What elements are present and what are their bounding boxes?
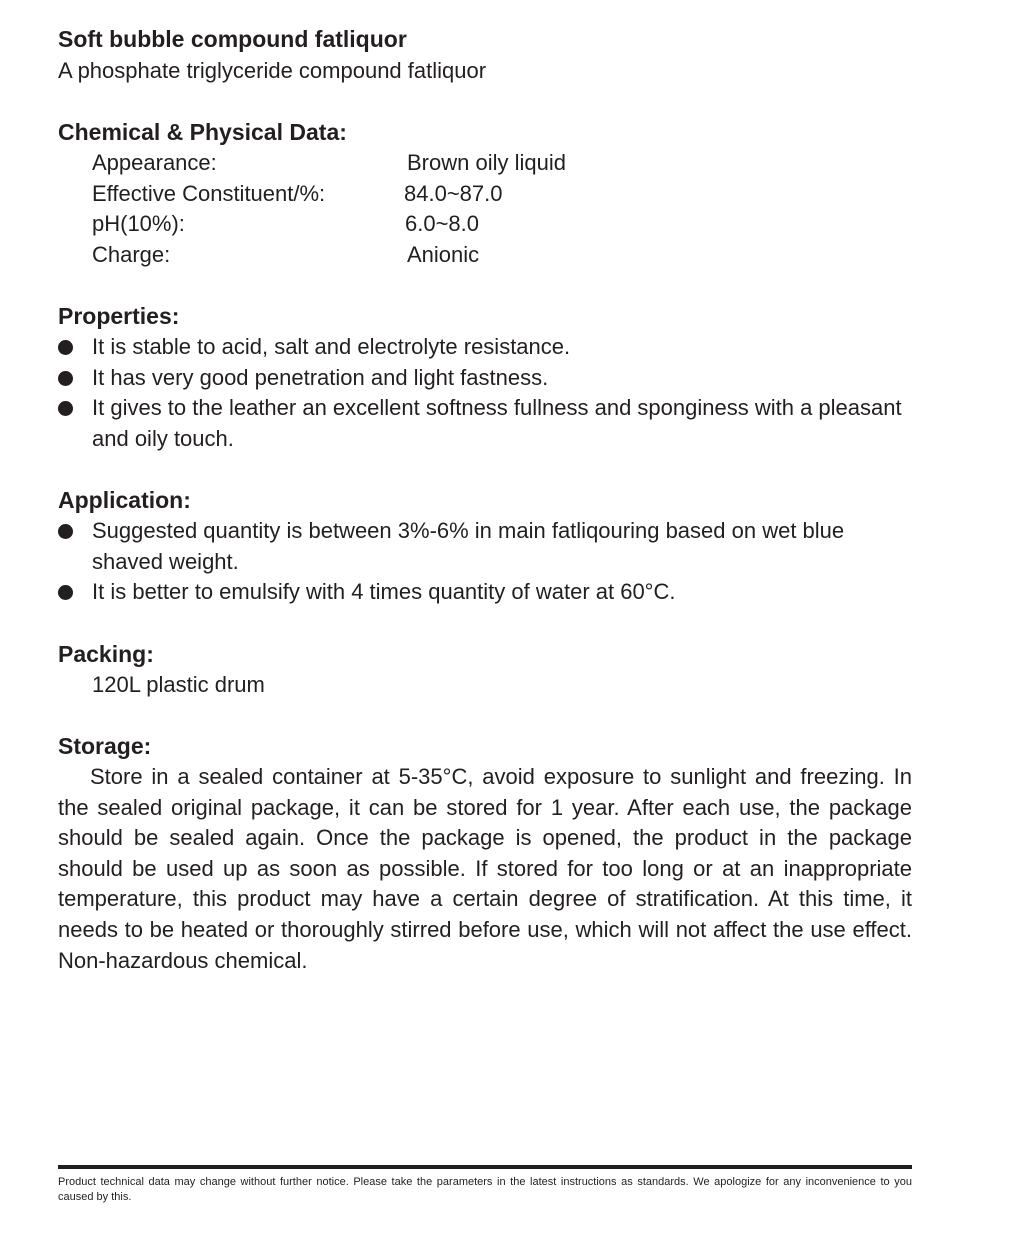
- properties-list: [58, 332, 912, 454]
- data-row-effective-constituent: [92, 179, 912, 210]
- footer: [58, 1165, 912, 1205]
- storage-heading: Storage:: [58, 733, 152, 759]
- bullet-icon: [58, 340, 73, 355]
- list-item: [58, 577, 912, 608]
- application-list: [58, 516, 912, 608]
- bullet-icon: [58, 585, 73, 600]
- bullet-icon: [58, 401, 73, 416]
- product-subtitle: A phosphate triglyceride compound fatliquor: [58, 58, 487, 83]
- data-label: pH(10%):: [92, 211, 185, 236]
- list-item-text: It is better to emulsify with 4 times quantity of water at 60°C.: [92, 579, 676, 604]
- list-item-text: It is stable to acid, salt and electrolyte resistance.: [92, 334, 571, 359]
- list-item-text: Suggested quantity is between 3%-6% in main fatliqouring based on wet blue shaved weight.: [92, 518, 845, 574]
- properties-heading: Properties:: [58, 303, 180, 329]
- product-title: Soft bubble compound fatliquor: [58, 26, 407, 52]
- packing-text: 120L plastic drum: [92, 671, 265, 697]
- data-label: Charge:: [92, 241, 171, 267]
- data-row-ph: [92, 209, 912, 240]
- data-value: 6.0~8.0: [405, 211, 480, 236]
- list-item: [58, 332, 912, 363]
- data-label: Appearance:: [92, 150, 217, 175]
- application-heading: Application:: [58, 487, 191, 513]
- bullet-icon: [58, 371, 73, 386]
- data-value: Anionic: [407, 241, 480, 267]
- footer-disclaimer: Product technical data may change without further notice. Please take the parameters in the latest instructions as standards. We apologize for any inconvenience to you caused by this.: [58, 1176, 912, 1203]
- footer-divider: [58, 1165, 912, 1169]
- data-value: 84.0~87.0: [404, 180, 503, 206]
- list-item: [58, 363, 912, 394]
- bullet-icon: [58, 524, 73, 539]
- packing-heading: Packing:: [58, 640, 154, 667]
- data-row-appearance: [92, 148, 912, 179]
- list-item: [58, 516, 912, 577]
- data-row-charge: [92, 240, 912, 271]
- list-item: [58, 393, 912, 454]
- data-value: Brown oily liquid: [407, 150, 566, 175]
- list-item-text: It gives to the leather an excellent softness fullness and sponginess with a pleasant and oily touch.: [92, 395, 902, 451]
- chemical-data-heading: Chemical & Physical Data:: [58, 119, 347, 145]
- storage-text: Store in a sealed container at 5-35°C, avoid exposure to sunlight and freezing. In the sealed original package, it can be stored for 1 year. After each use, the package should be sealed again. Once the package is opened, the product in the package should be used up as soon as possible. If stored for too long or at an inappropriate temperature, this product may have a certain degree of stratification. At this time, it needs to be heated or thoroughly stirred before use, which will not affect the use effect. Non-hazardous chemical.: [58, 764, 912, 973]
- list-item-text: It has very good penetration and light fastness.: [92, 364, 549, 390]
- chemical-data-table: [92, 148, 912, 270]
- data-label: Effective Constituent/%:: [92, 180, 326, 206]
- document-body: [58, 24, 912, 976]
